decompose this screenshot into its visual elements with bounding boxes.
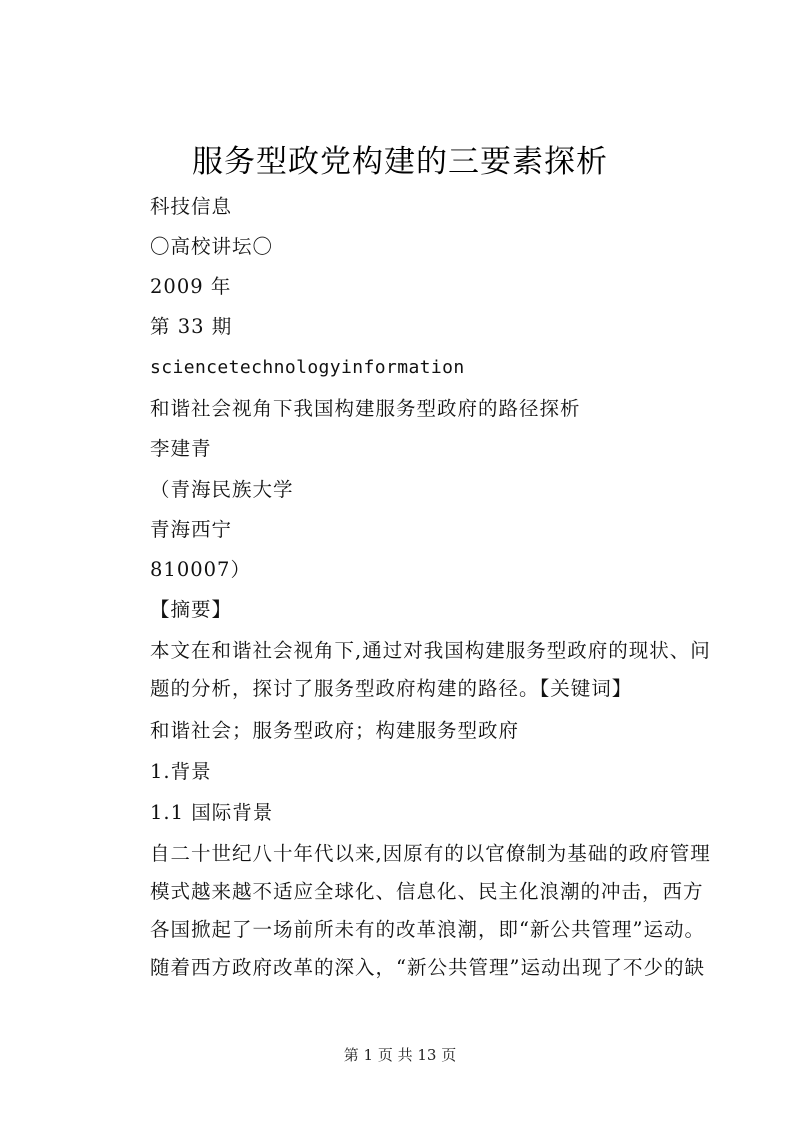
- header-line-english-journal: sciencetechnologyinformation: [150, 357, 465, 378]
- author-name: 李建青: [150, 437, 212, 460]
- section-heading: 1.背景: [150, 760, 212, 783]
- body-text: 自二十世纪八十年代以来,因原有的以官僚制为基础的政府管理模式越来越不适应全球化、信息化、民主化浪潮的冲击，西方各国掀起了一场前所未有的改革浪潮，即“新公共管理”运动。随着西方政府改革的深入，“新公共管理”运动出现了不少的缺: [150, 842, 711, 979]
- header-line-journal: 科技信息: [150, 195, 233, 218]
- abstract-paragraph: [112, 632, 712, 708]
- abstract-label: 【摘要】: [150, 598, 233, 621]
- keywords-line: 和谐社会；服务型政府；构建服务型政府: [150, 719, 520, 742]
- header-line-column: 〇高校讲坛〇: [150, 235, 274, 258]
- header-line-year: 2009 年: [150, 275, 232, 298]
- abstract-text: 本文在和谐社会视角下,通过对我国构建服务型政府的现状、问题的分析，探讨了服务型政府构建的路径。【关键词】: [150, 639, 711, 700]
- document-title: 服务型政党构建的三要素探析: [192, 144, 608, 180]
- author-postcode: 810007）: [150, 558, 251, 581]
- article-title: 和谐社会视角下我国构建服务型政府的路径探析: [150, 397, 581, 420]
- page-footer: 第 1 页 共 13 页: [343, 1046, 457, 1064]
- body-paragraph: [112, 835, 712, 987]
- header-line-issue: 第 33 期: [150, 315, 233, 338]
- author-affiliation: （青海民族大学: [150, 478, 294, 501]
- author-city: 青海西宁: [150, 518, 233, 541]
- subsection-heading: 1.1 国际背景: [150, 801, 274, 824]
